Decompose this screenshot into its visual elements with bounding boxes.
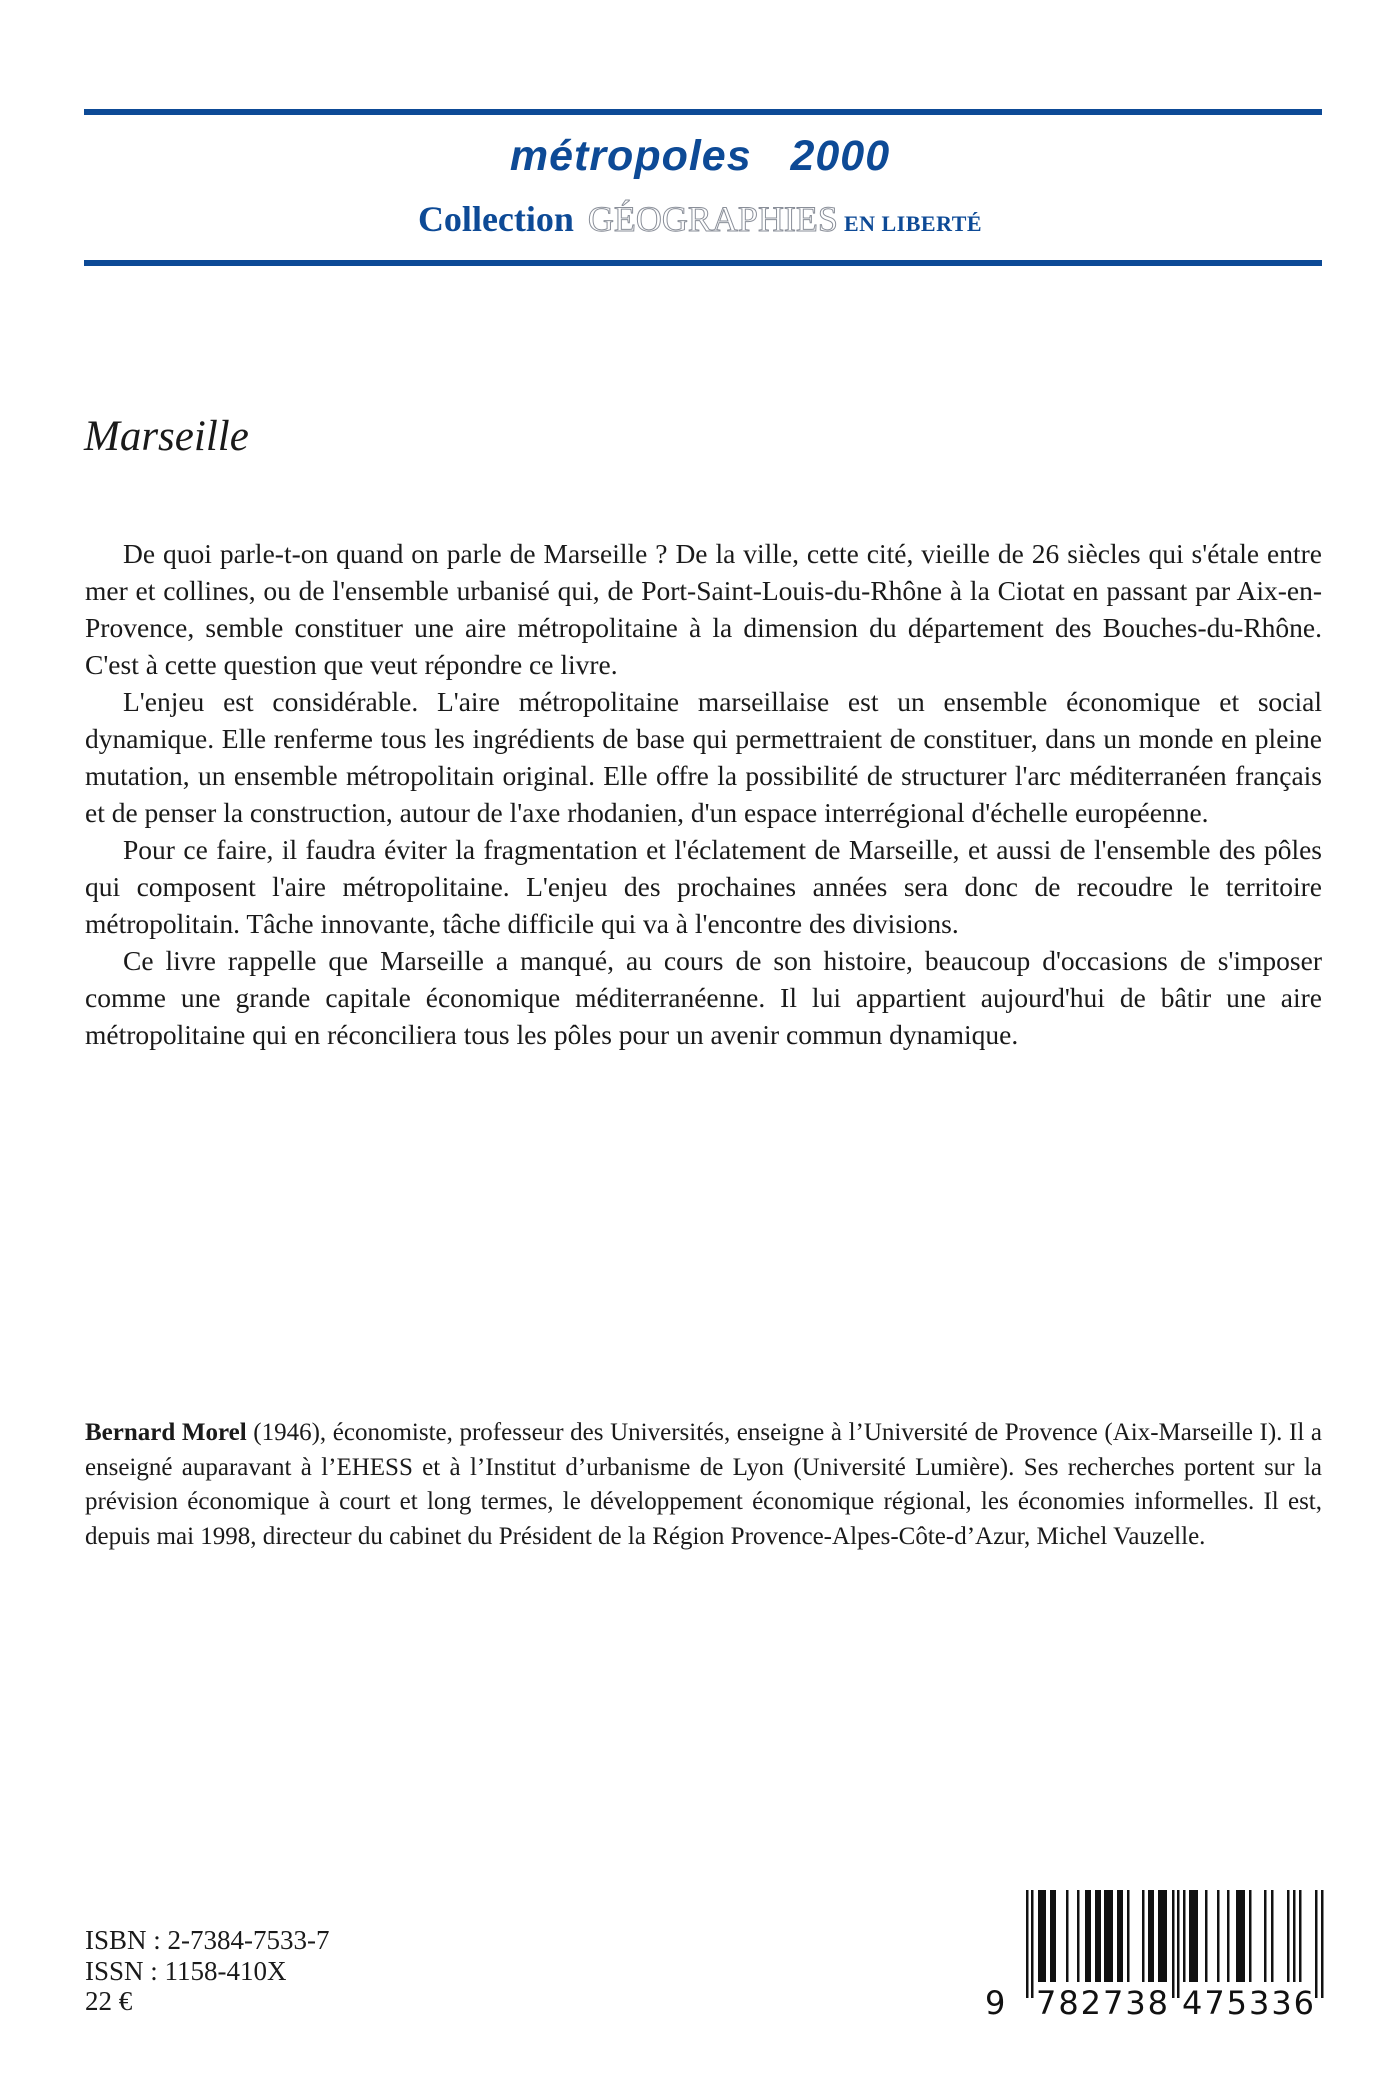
bottom-rule: [84, 260, 1322, 266]
top-rule: [84, 109, 1322, 115]
summary-paragraph: Pour ce faire, il faudra éviter la fragmentation et l'éclatement de Marseille, et aussi de l'ensemble des pôles qui composent l'aire métropolitaine. L'enjeu des prochaines années sera donc de recoudre le territoire métropolitain. Tâche innovante, tâche difficile qui va à l'encontre des divisions.: [85, 834, 1322, 939]
barcode: [985, 1888, 1330, 2018]
publication-info: [85, 1925, 330, 2017]
collection-label: Collection: [417, 199, 574, 239]
summary-paragraph: De quoi parle-t-on quand on parle de Marseille ? De la ville, cette cité, vieille de 26 siècles qui s'étale entre mer et collines, ou de l'ensemble urbanisé qui, de Port-Saint-Louis-du-Rhône à la Ciotat en passant par Aix-en-Provence, semble constituer une aire métropolitaine à la dimension du département des Bouches-du-Rhône. C'est à cette question que veut répondre ce livre.: [85, 538, 1322, 680]
author-bio-text: (1946), économiste, professeur des Universités, enseigne à l’Université de Provence (Aix-Marseille I). Il a enseigné auparavant à l’EHESS et à l’Institut d’urbanisme de Lyon (Université Lumière). Ses recherches portent sur la prévision économique à court et long termes, le développement économique régional, les économies informelles. Il est, depuis mai 1998, directeur du cabinet du Président de la Région Provence-Alpes-Côte-d’Azur, Michel Vauzelle.: [85, 1419, 1322, 1550]
author-bio-paragraph: [85, 1416, 1322, 1554]
issn: ISSN : 1158-410X: [85, 1955, 287, 1986]
series-title: métropoles 2000: [509, 132, 891, 180]
barcode-right-digits: 475336: [1182, 1984, 1314, 2018]
price: 22 €: [85, 1986, 133, 2016]
author-bio: [85, 1416, 1322, 1554]
collection-line: [0, 198, 1400, 240]
book-title: Marseille: [84, 413, 249, 460]
summary-text: [85, 535, 1322, 1053]
isbn: ISBN : 2-7384-7533-7: [85, 1925, 330, 1955]
collection-name-outlined: GÉOGRAPHIES: [587, 199, 838, 239]
author-name: Bernard Morel: [85, 1419, 247, 1446]
barcode-lead-digit: 9: [985, 1984, 1006, 2018]
barcode-icon: [985, 1888, 1330, 2018]
collection-name-suffix: EN LIBERTÉ: [843, 211, 983, 236]
barcode-left-digits: 782738: [1036, 1984, 1168, 2018]
summary-paragraph: L'enjeu est considérable. L'aire métropolitaine marseillaise est un ensemble économique et social dynamique. Elle renferme tous les ingrédients de base qui permettraient de constituer, dans un monde en pleine mutation, un ensemble métropolitain original. Elle offre la possibilité de structurer l'arc méditerranéen français et de penser la construction, autour de l'axe rhodanien, d'un espace interrégional d'échelle européenne.: [85, 686, 1322, 828]
summary-paragraph: Ce livre rappelle que Marseille a manqué, au cours de son histoire, beaucoup d'occasions de s'imposer comme une grande capitale économique méditerranéenne. Il lui appartient aujourd'hui de bâtir une aire métropolitaine qui en réconciliera tous les pôles pour un avenir commun dynamique.: [85, 945, 1322, 1050]
